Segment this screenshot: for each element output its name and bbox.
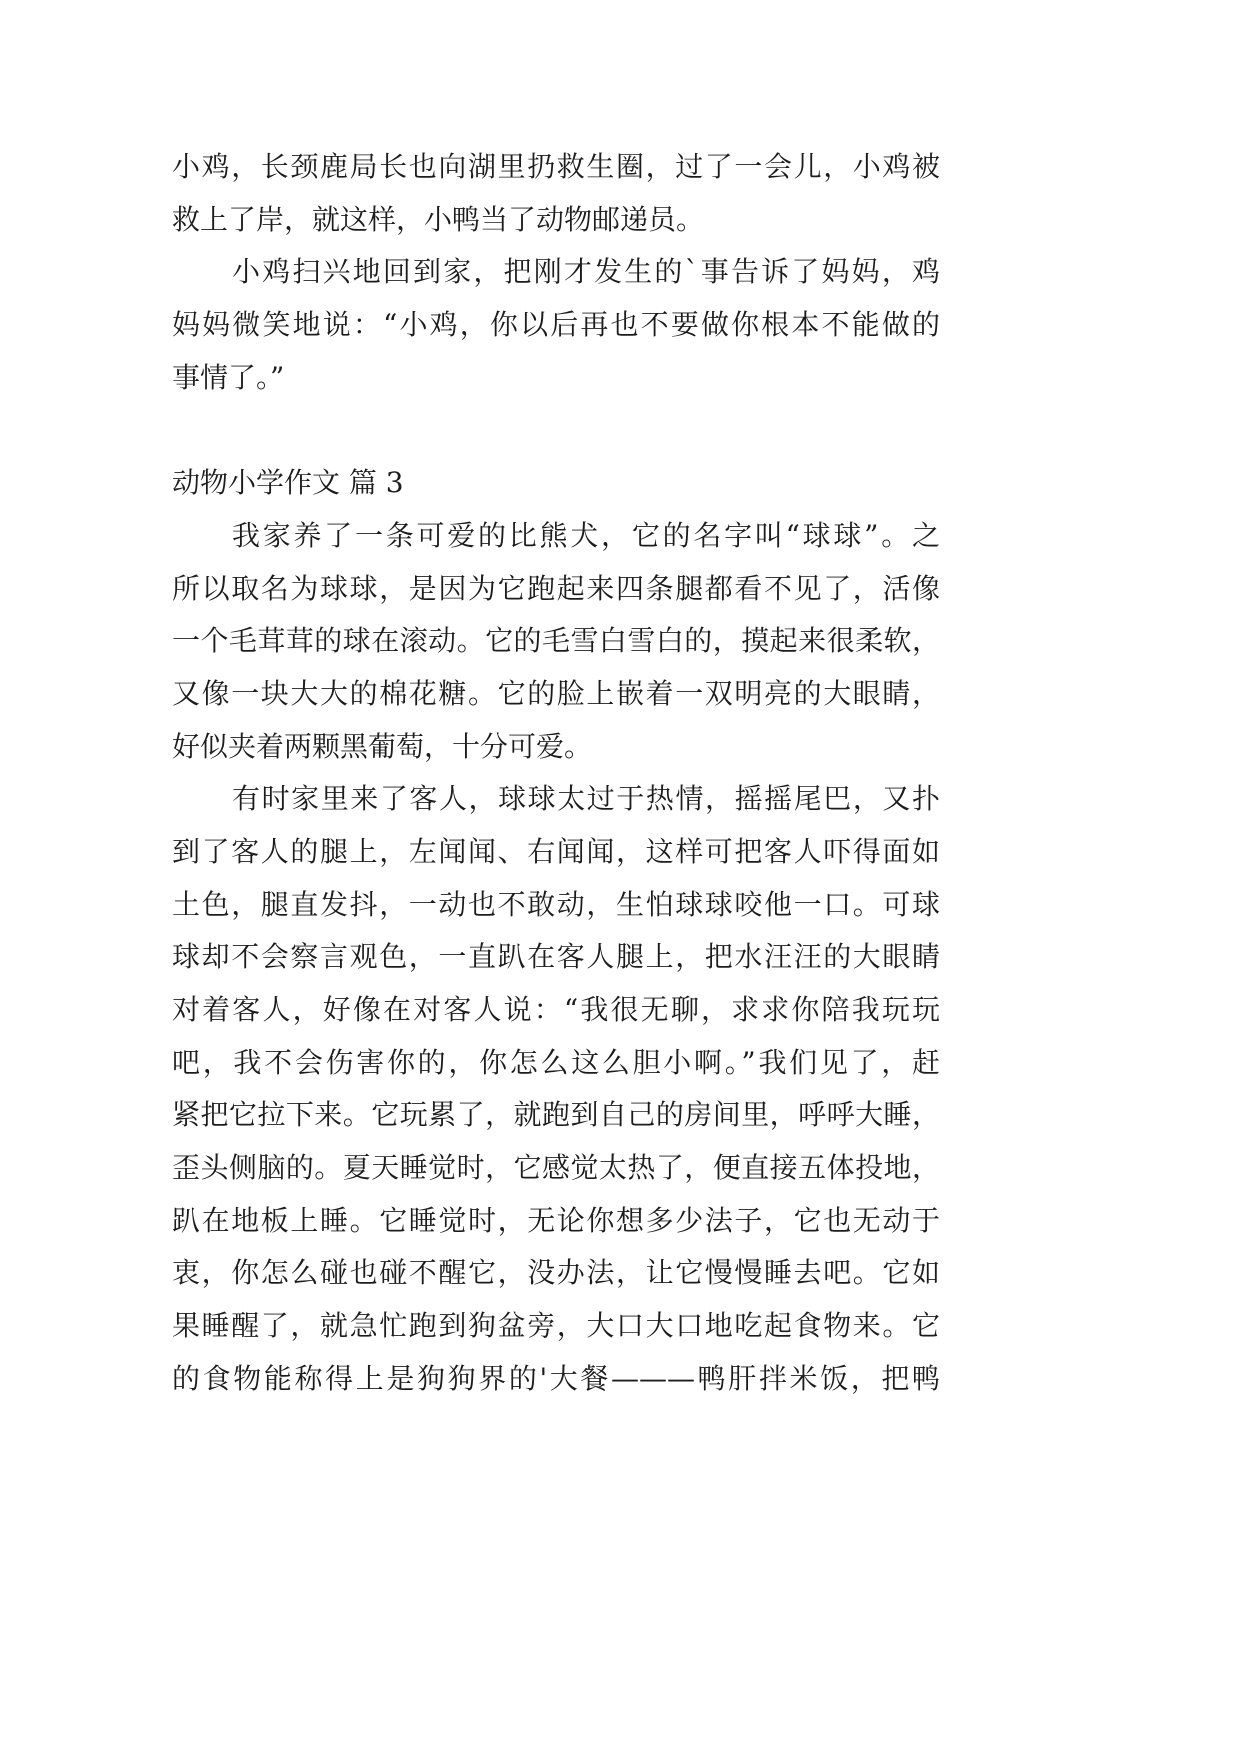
text-line: 我家养了一条可爱的比熊犬，它的名字叫“球球”。之 [232,518,940,552]
paragraph [172,141,940,246]
text-line: 趴在地板上睡。它睡觉时，无论你想多少法子，它也无动于 [172,1203,940,1237]
text-line: 事情了。” [172,360,285,394]
paragraph [172,773,940,1405]
text-line: 小鸡，长颈鹿局长也向湖里扔救生圈，过了一会儿，小鸡被 [172,150,940,183]
paragraph [172,246,940,404]
text-line: 土色，腿直发抖，一动也不敢动，生怕球球咬他一口。可球 [172,887,940,921]
text-line: 好似夹着两颗黑葡萄，十分可爱。 [172,729,593,763]
text-line: 又像一块大大的棉花糖。它的脸上嵌着一双明亮的大眼睛， [172,676,940,710]
text-line: 球却不会察言观色，一直趴在客人腿上，把水汪汪的大眼睛 [172,940,940,974]
text-line: 吧，我不会伤害你的，你怎么这么胆小啊。”我们见了，赶 [172,1045,940,1079]
text-line: 的食物能称得上是狗狗界的'大餐———鸭肝拌米饭，把鸭 [172,1361,940,1395]
text-line: 小鸡扫兴地回到家，把刚才发生的`事告诉了妈妈，鸡 [232,255,940,289]
text-line: 救上了岸，就这样，小鸭当了动物邮递员。 [172,202,705,236]
section-heading: 动物小学作文 篇 3 [172,466,404,500]
text-line: 果睡醒了，就急忙跑到狗盆旁，大口大口地吃起食物来。它 [172,1309,940,1343]
document-page [172,141,940,1406]
text-line: 到了客人的腿上，左闻闻、右闻闻，这样可把客人吓得面如 [172,834,940,868]
text-line: 对着客人，好像在对客人说：“我很无聊，求求你陪我玩玩 [172,993,940,1026]
text-line: 一个毛茸茸的球在滚动。它的毛雪白雪白的，摸起来很柔软， [172,624,940,658]
text-line: 衷，你怎么碰也碰不醒它，没办法，让它慢慢睡去吧。它如 [172,1256,940,1290]
text-line: 歪头侧脑的。夏天睡觉时，它感觉太热了，便直接五体投地， [172,1151,940,1185]
paragraph [172,510,940,773]
text-line: 紧把它拉下来。它玩累了，就跑到自己的房间里，呼呼大睡， [172,1098,940,1132]
text-line: 所以取名为球球，是因为它跑起来四条腿都看不见了，活像 [172,571,940,605]
text-line: 妈妈微笑地说：“小鸡，你以后再也不要做你根本不能做的 [172,308,940,342]
text-line: 有时家里来了客人，球球太过于热情，摇摇尾巴，又扑 [232,782,940,816]
